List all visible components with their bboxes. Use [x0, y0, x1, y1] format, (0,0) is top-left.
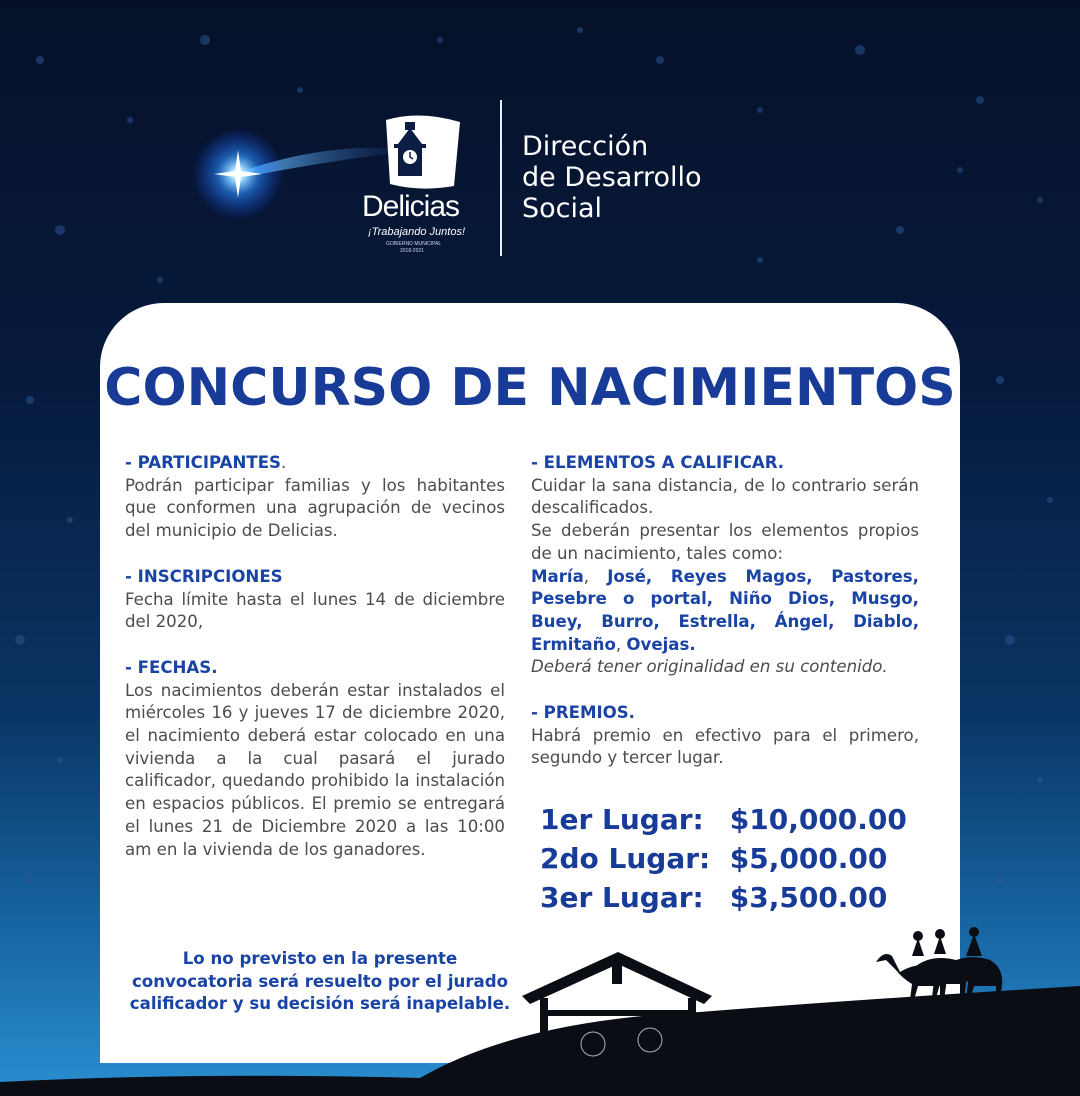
element-item: Ovejas.: [626, 634, 696, 654]
element-item: José, Reyes Magos, Pastores, Pesebre o portal, Niño Dios, Musgo, Buey, Burro, Estrella, Ángel, Diablo, Ermitaño: [531, 566, 919, 654]
participantes-body: Podrán participar familias y los habitantes que conformen una agrupación de vecinos del municipio de Delicias.: [125, 475, 505, 541]
department-line-2: de Desarrollo: [522, 162, 702, 193]
department-name: [522, 131, 702, 224]
inscripciones-body: Fecha límite hasta el lunes 14 de diciembre del 2020,: [125, 589, 505, 632]
department-line-3: Social: [522, 193, 603, 224]
elementos-note: Deberá tener originalidad en su contenido.: [531, 657, 888, 677]
elementos-heading: - ELEMENTOS A CALIFICAR.: [531, 453, 785, 472]
prize-place: 3er Lugar:: [540, 881, 704, 914]
premios-heading: - PREMIOS.: [531, 703, 635, 723]
prize-list: [540, 800, 907, 917]
clock-tower-logo-icon: [350, 108, 490, 198]
nativity-silhouettes: [0, 920, 1080, 1096]
prize-place: 1er Lugar:: [540, 803, 704, 836]
prize-row-3: [540, 878, 907, 917]
fechas-heading: - FECHAS.: [125, 657, 218, 677]
logo-government: GOBIERNO MUNICIPAL: [386, 241, 442, 247]
elementos-items: María, José, Reyes Magos, Pastores, Pesebre o portal, Niño Dios, Musgo, Buey, Burro, Estrella, Ángel, Diablo, Ermitaño, Ovejas.: [531, 566, 919, 654]
prize-row-1: [540, 800, 907, 839]
element-item: María: [531, 566, 584, 586]
prize-amount: $5,000.00: [729, 842, 888, 875]
elementos-body-2: Se deberán presentar los elementos propios de un nacimiento, tales como:: [531, 521, 919, 563]
participantes-heading: - PARTICIPANTES.: [125, 453, 287, 472]
right-column: [531, 452, 919, 770]
prize-amount: $10,000.00: [729, 803, 907, 836]
prize-row-2: [540, 839, 907, 878]
page-title: CONCURSO DE NACIMIENTOS: [104, 358, 956, 418]
prize-amount: $3,500.00: [729, 881, 888, 914]
elementos-body-1: Cuidar la sana distancia, de lo contrario serán descalificados.: [531, 475, 919, 518]
inscripciones-heading: - INSCRIPCIONES: [125, 566, 283, 586]
logo-wordmark: Delicias: [362, 190, 460, 223]
department-line-1: Dirección: [522, 131, 649, 162]
prize-place: 2do Lugar:: [540, 842, 711, 875]
logo-slogan: ¡Trabajando Juntos!: [368, 226, 466, 238]
municipality-logo: [350, 108, 490, 258]
three-kings-camels-icon: [876, 927, 1002, 1000]
footer-note: Lo no previsto en la presente convocatoria será resuelto por el jurado calificador y su decisión será inapelable.: [129, 949, 511, 1013]
fechas-body: Los nacimientos deberán estar instalados el miércoles 16 y jueves 17 de diciembre 2020, el nacimiento deberá estar colocado en una vivienda a la cual pasará el jurado calificador, quedando prohibido la instalación en espacios públicos. El premio se entregará el lunes 21 de Diciembre 2020 a las 10:00 am en la vivienda de los ganadores.: [125, 680, 505, 859]
header-divider: [500, 100, 502, 256]
premios-body: Habrá premio en efectivo para el primero, segundo y tercer lugar.: [531, 725, 919, 768]
logo-years: 2018-2021: [400, 248, 424, 254]
left-column: [125, 452, 505, 861]
